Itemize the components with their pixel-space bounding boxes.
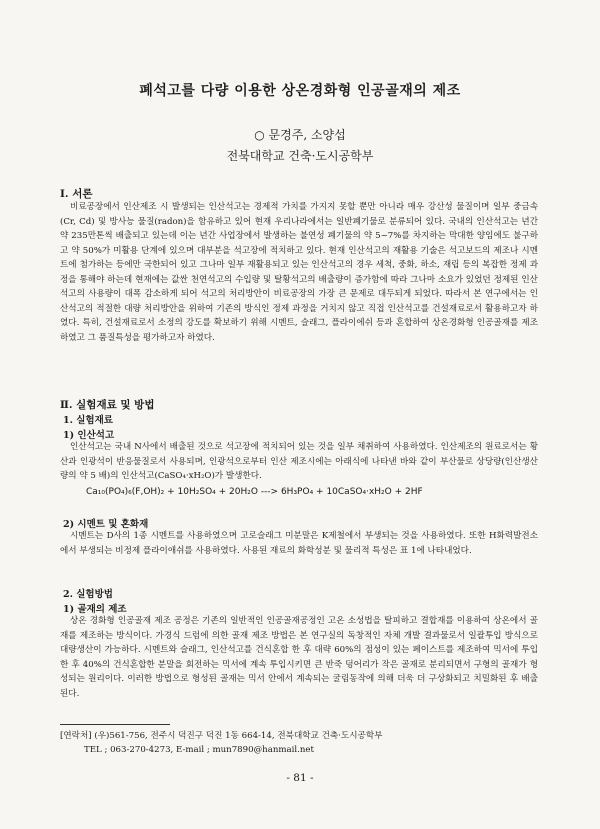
method-heading: 2. 실험방법 <box>63 589 113 600</box>
gypsum-paragraph: 인산석고는 국내 N사에서 배출된 것으로 석고장에 적치되어 있는 것을 일부 채취하여 사용하였다. 인산제조의 원료로서는 황산과 인광석이 반응물질로서 사용되며, 인광석으로부터 인산 제조시에는 아래식에 나타낸 바와 같이 부산물로 상당량(인산생산량의 약 5 배)의 인산석고(CaSO₄·xH₂O)가 발생한다. <box>60 442 538 482</box>
materials-heading: 1. 실험재료 <box>63 415 113 426</box>
contact-address: [연락처] (우)561-756, 전주시 덕진구 덕진 1동 664-14, 전북대학교 건축·도시공학부 <box>60 731 383 741</box>
contact-phone-email: TEL ; 063-270-4273, E-mail ; mun7890@hanmail.net <box>84 745 314 755</box>
aggregate-paragraph: 상온 경화형 인공골재 제조 공정은 기존의 일반적인 인공골재공정인 고온 소성법을 탈피하고 결합재를 이용하여 상온에서 골재를 제조하는 방식이다. 가경식 드럼에 의한 골재 제조 방법은 본 연구실의 독창적인 자체 개발 결과물로서 일괄투입 방식으로 대량생산이 가능하다. 시멘트와 슬래그, 인산석고를 건식혼합 한 후 대략 60%의 점성이 있는 페이스트를 제조하여 믹서에 투입한 후 40%의 건식혼합한 분말을 회전하는 믹서에 계속 투입시키면 큰 반죽 덩어리가 작은 골재로 분리되면서 구형의 골재가 형성되는 원리이다. 이러한 방법으로 형성된 골재는 믹서 안에서 계속되는 굴림동작에 의해 더욱 더 구상화되고 치밀화된 후 배출된다. <box>60 616 538 699</box>
methods-heading: Ⅱ. 실험재료 및 방법 <box>60 399 155 411</box>
author-line: ○ 문경주, 소양섭 <box>254 128 346 142</box>
footnote-divider <box>60 724 170 725</box>
affiliation-line: 전북대학교 건축·도시공학부 <box>226 149 374 163</box>
intro-paragraph: 비료공장에서 인산제조 시 발생되는 인산석고는 경제적 가치를 가지지 못할 뿐만 아니라 매우 강산성 물질이며 일부 중금속(Cr, Cd) 및 방사능 물질(radon)을 함유하고 있어 현재 우리나라에서는 일반폐기물로 분류되어 있다. 국내의 인산석고는 년간 약 235만톤씩 배출되고 있는데 이는 년간 사업장에서 발생하는 불연성 폐기물의 약 5~7%를 차지하는 막대한 양임에도 불구하고 약 50%가 미활용 단계에 있으며 대부분을 석고장에 적치하고 있다. 현재 인산석고의 재활용 기술은 석고보드의 제조나 시멘트에 첨가하는 등에만 국한되어 있고 그나마 일부 재활용되고 있는 인산석고의 경우 세척, 중화, 하소, 재립 등의 복잡한 정제 과정을 통해야 하는데 현재에는 값싼 천연석고의 수입량 및 탈황석고의 배출량이 증가함에 따라 그나마 소요가 있었던 정제된 인산석고의 사용량이 대폭 감소하게 되어 석고의 처리방안이 비료공장의 가장 큰 문제로 대두되게 되었다. 따라서 본 연구에서는 인산석고의 적절한 대량 처리방안을 위하여 기존의 방식인 정제 과정을 거치지 않고 직접 인산석고를 건설재료로서 활용하고자 하였다. 특히, 건설재료로서 소정의 강도를 확보하기 위해 시멘트, 슬래그, 플라이에쉬 등과 혼합하여 상온경화형 인공골재를 제조하였고 그 품질특성을 평가하고자 하였다. <box>60 202 538 343</box>
cement-paragraph: 시멘트는 D사의 1종 시멘트를 사용하였으며 고로슬래그 미분말은 K제철에서 부생되는 것을 사용하였다. 또한 H화력발전소에서 부생되는 비정제 플라이애쉬를 사용하였다. 사용된 재료의 화학성분 및 물리적 특성은 표 1에 나타내었다. <box>60 531 538 556</box>
gypsum-heading: 1) 인산석고 <box>63 430 115 441</box>
intro-heading: Ⅰ. 서론 <box>60 188 93 200</box>
paper-title: 폐석고를 다량 이용한 상온경화형 인공골재의 제조 <box>139 83 461 99</box>
aggregate-heading: 1) 골재의 제조 <box>63 604 127 615</box>
reaction-formula: Ca₁₀(PO₄)₆(F,OH)₂ + 10H₂SO₄ + 20H₂O ---> 6H₃PO₄ + 10CaSO₄·xH₂O + 2HF <box>86 487 423 497</box>
page-number: - 81 - <box>286 772 314 784</box>
cement-heading: 2) 시멘트 및 혼화재 <box>63 519 149 530</box>
